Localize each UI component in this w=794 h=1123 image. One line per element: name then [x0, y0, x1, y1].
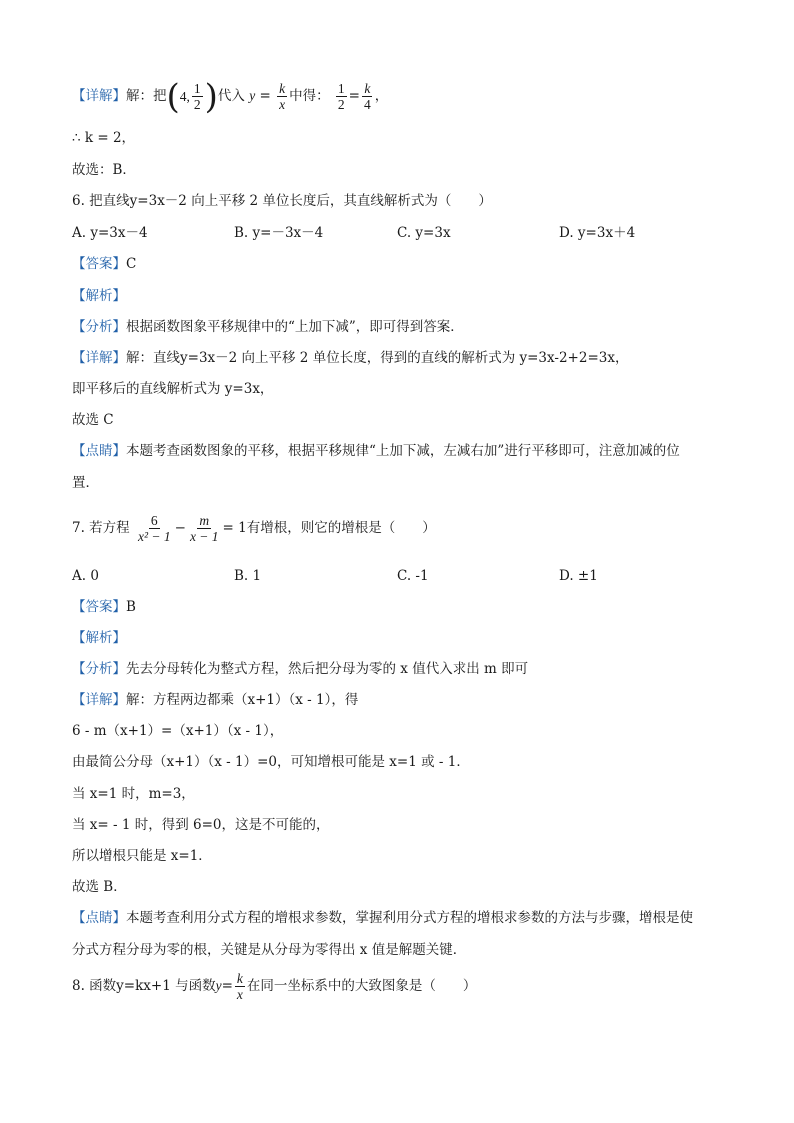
q7-l5: 所以增根只能是 x=1． [72, 848, 212, 864]
q7-l2: 由最简公分母（x+1）（x - 1）=0，可知增根可能是 x=1 或 - 1． [72, 754, 470, 770]
fraction-one-half: $\frac{1}{2}$ [337, 81, 345, 112]
q6-fenxi: 【分析】根据函数图象平移规律中的“上加下减”，即可得到答案． [72, 319, 464, 335]
q5-detail-line: 【详解】解：把 ( 4, $\frac{1}{2}$ ) 代入 y = $\frac{k}{x}$ 中得： $\frac{1}{2}$ = $\frac{k}{4}$ ， [72, 76, 389, 117]
q6-answer: 【答案】C [72, 256, 137, 272]
q7-option-a: A. 0 [72, 568, 99, 584]
fraction-k-over-4: $\frac{k}{4}$ [363, 81, 371, 112]
q6-option-d: D. y=3x＋4 [559, 225, 636, 241]
q6-stem: 6. 把直线y=3x－2 向上平移 2 单位长度后，其直线解析式为（ ） [72, 193, 492, 209]
q5-result: ∴ k = 2， [72, 130, 136, 146]
q7-fenxi: 【分析】先去分母转化为整式方程，然后把分母为零的 x 值代入求出 m 即可 [72, 661, 529, 677]
q7-option-b: B. 1 [234, 568, 262, 584]
q7-l6: 故选 B． [72, 879, 127, 895]
q7-stem: 7. 若方程 $\frac{6}{\text{x² − 1}}$ − $\frac{m}{x - 1}$ = 1有增根，则它的增根是（ ） [72, 513, 436, 544]
q6-analysis-tag: 【解析】 [72, 288, 126, 304]
q6-xiangjie: 【详解】解：直线y=3x－2 向上平移 2 单位长度，得到的直线的解析式为 y=3x-2+2=3x， [72, 350, 629, 366]
q6-option-b: B. y=－3x－4 [234, 225, 324, 241]
fraction-m-over-x-1: $\frac{m}{x - 1}$ [189, 513, 219, 544]
fraction-6-over-x2-1: $\frac{6}{\text{x² − 1}}$ [137, 513, 171, 544]
q6-dianjing: 【点睛】本题考查函数图象的平移，根据平移规律“上加下减，左减右加”进行平移即可，注意加减的位 [72, 443, 680, 459]
q6-dianjing-cont: 置． [72, 475, 99, 491]
q7-l3: 当 x=1 时，m=3， [72, 786, 195, 802]
q8-stem: 8. 函数y=kx+1 与函数y= $\frac{k}{x}$ 在同一坐标系中的大致图象是（ ） [72, 971, 477, 1002]
q7-answer: 【答案】B [72, 599, 136, 615]
q7-l1: 6 - m（x+1）=（x+1）（x - 1）， [72, 723, 284, 739]
point-4-half: ( 4, $\frac{1}{2}$ ) [166, 76, 218, 117]
q7-analysis-tag: 【解析】 [72, 630, 126, 646]
q6-option-c: C. y=3x [397, 225, 451, 241]
q6-option-a: A. y=3x－4 [72, 225, 148, 241]
q7-dianjing-cont: 分式方程分母为零的根，关键是从分母为零得出 x 值是解题关键． [72, 942, 467, 958]
q5-choice: 故选：B． [72, 162, 136, 178]
detail-tag: 【详解】 [72, 88, 126, 104]
q7-xiangjie: 【详解】解：方程两边都乘（x+1）（x - 1），得 [72, 692, 359, 708]
q7-option-d: D. ±1 [559, 568, 598, 584]
q7-option-c: C. -1 [397, 568, 429, 584]
q7-l4: 当 x= - 1 时，得到 6=0，这是不可能的， [72, 817, 330, 833]
q6-line2: 即平移后的直线解析式为 y=3x， [72, 381, 274, 397]
q7-dianjing: 【点睛】本题考查利用分式方程的增根求参数，掌握利用分式方程的增根求参数的方法与步骤，增根是使 [72, 910, 693, 926]
fraction-k-over-x-q8: $\frac{k}{x}$ [236, 971, 243, 1002]
q6-line3: 故选 C [72, 412, 114, 428]
fraction-k-over-x: $\frac{k}{x}$ [279, 81, 286, 112]
